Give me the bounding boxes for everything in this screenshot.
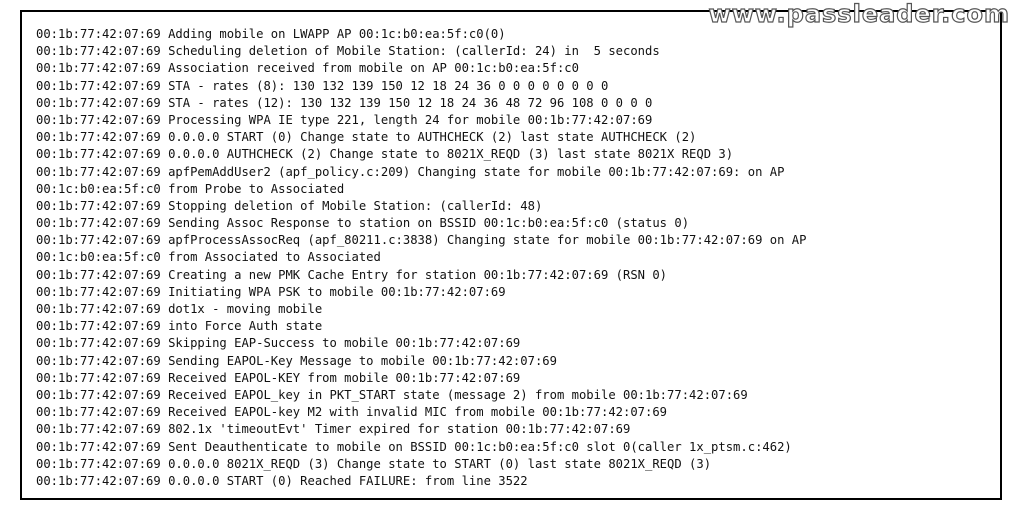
log-line: 00:1b:77:42:07:69 Stopping deletion of Mobile Station: (callerId: 48): [36, 198, 543, 213]
log-line: 00:1b:77:42:07:69 802.1x 'timeoutEvt' Timer expired for station 00:1b:77:42:07:69: [36, 422, 631, 437]
log-line: 00:1c:b0:ea:5f:c0 from Probe to Associated: [36, 181, 345, 196]
log-line: 00:1b:77:42:07:69 dot1x - moving mobile: [36, 302, 323, 316]
log-line: 00:1b:77:42:07:69 0.0.0.0 8021X_REQD (3) Change state to START (0) last state 8021X_REQD (3): [36, 456, 712, 471]
log-line: 00:1b:77:42:07:69 Adding mobile on LWAPP AP 00:1c:b0:ea:5f:c0(0): [36, 27, 506, 41]
log-line: 00:1b:77:42:07:69 apfProcessAssocReq (apf_80211.c:3838) Changing state for mobile 00:1b:77:42:07:69 on AP: [36, 233, 807, 248]
log-line: 00:1b:77:42:07:69 STA - rates (8): 130 132 139 150 12 18 24 36 0 0 0 0 0 0 0 0: [36, 78, 609, 93]
log-line: 00:1b:77:42:07:69 Skipping EAP-Success to mobile 00:1b:77:42:07:69: [36, 336, 521, 351]
log-line: 00:1b:77:42:07:69 Sending Assoc Response to station on BSSID 00:1c:b0:ea:5f:c0 (status 0): [36, 216, 690, 231]
log-line: 00:1b:77:42:07:69 Received EAPOL-KEY from mobile 00:1b:77:42:07:69: [36, 370, 521, 385]
log-line: 00:1c:b0:ea:5f:c0 from Associated to Associated: [36, 250, 381, 265]
log-line: 00:1b:77:42:07:69 0.0.0.0 AUTHCHECK (2) Change state to 8021X_REQD (3) last state 8021X REQD 3): [36, 147, 734, 162]
log-line: 00:1b:77:42:07:69 Scheduling deletion of Mobile Station: (callerId: 24) in 5 seconds: [36, 44, 660, 59]
log-line: 00:1b:77:42:07:69 Processing WPA IE type 221, length 24 for mobile 00:1b:77:42:07:69: [36, 112, 653, 127]
log-line: 00:1b:77:42:07:69 Received EAPOL-key M2 with invalid MIC from mobile 00:1b:77:42:07:69: [36, 405, 668, 420]
log-line: 00:1b:77:42:07:69 Association received from mobile on AP 00:1c:b0:ea:5f:c0: [36, 61, 579, 76]
log-lines: [36, 26, 806, 490]
log-line: 00:1b:77:42:07:69 STA - rates (12): 130 132 139 150 12 18 24 36 48 72 96 108 0 0 0 0: [36, 95, 653, 110]
log-line: 00:1b:77:42:07:69 Sent Deauthenticate to mobile on BSSID 00:1c:b0:ea:5f:c0 slot 0(caller 1x_ptsm.c:462): [36, 439, 792, 454]
log-panel: [20, 10, 1002, 500]
log-line: 00:1b:77:42:07:69 Received EAPOL_key in PKT_START state (message 2) from mobile 00:1b:77:42:07:69: [36, 387, 748, 402]
log-line: 00:1b:77:42:07:69 Sending EAPOL-Key Message to mobile 00:1b:77:42:07:69: [36, 353, 557, 368]
log-line: 00:1b:77:42:07:69 Initiating WPA PSK to mobile 00:1b:77:42:07:69: [36, 284, 506, 299]
log-line: 00:1b:77:42:07:69 into Force Auth state: [36, 319, 323, 334]
log-line: 00:1b:77:42:07:69 apfPemAddUser2 (apf_policy.c:209) Changing state for mobile 00:1b:77:42:07:69: on AP: [36, 164, 785, 179]
watermark: www.passleader.com: [708, 0, 1010, 28]
log-line: 00:1b:77:42:07:69 Creating a new PMK Cache Entry for station 00:1b:77:42:07:69 (RSN 0): [36, 267, 668, 282]
log-line: 00:1b:77:42:07:69 0.0.0.0 START (0) Reached FAILURE: from line 3522: [36, 473, 528, 488]
log-line: 00:1b:77:42:07:69 0.0.0.0 START (0) Change state to AUTHCHECK (2) last state AUTHCHECK (2): [36, 130, 697, 145]
